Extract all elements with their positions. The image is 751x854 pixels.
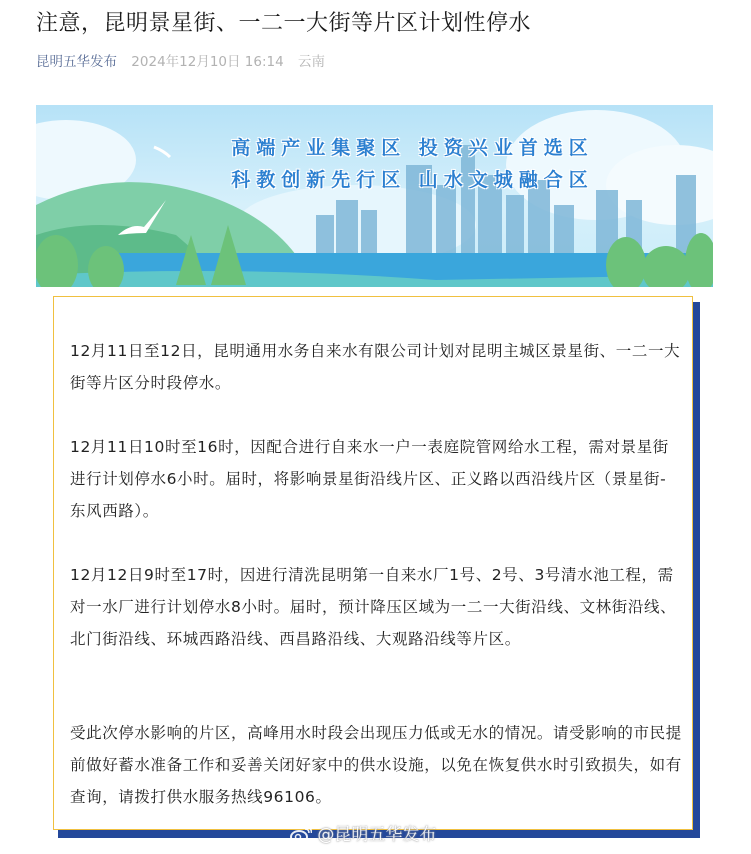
author-link[interactable]: 昆明五华发布 [36,54,117,70]
weibo-icon [290,826,312,844]
notice-paragraph: 12月11日至12日，昆明通用水务自来水有限公司计划对昆明主城区景星街、一二一大街等片区分时段停水。 [70,342,681,392]
watermark-text: @昆明五华发布 [317,825,437,845]
notice-paragraph: 受此次停水影响的片区，高峰用水时段会出现压力低或无水的情况。请受影响的市民提前做好蓄水准备工作和妥善关闭好家中的供水设施，以免在恢复供水时引致损失，如有查询，请拨打供水服务热线96106。 [70,724,682,806]
notice-paragraph: 12月12日9时至17时，因进行清洗昆明第一自来水厂1号、2号、3号清水池工程，需对一水厂进行计划停水8小时。届时，预计降压区域为一二一大街沿线、文林街沿线、北门街沿线、环城西路沿线、西昌路沿线、大观路沿线等片区。 [70,566,677,648]
banner-slogan-line1: 高端产业集聚区 投资兴业首选区 [231,137,594,159]
header-banner-image [36,105,713,287]
article-meta [36,52,325,72]
article-title: 注意，昆明景星街、一二一大街等片区计划性停水 [36,11,532,36]
weibo-watermark [290,820,436,845]
notice-box [53,296,693,830]
publish-time: 2024年12月10日 16:14 [131,54,284,70]
notice-paragraph: 12月11日10时至16时，因配合进行自来水一户一表庭院管网给水工程，需对景星街进行计划停水6小时。届时，将影响景星街沿线片区、正义路以西沿线片区（景星街-东风西路）。 [70,438,669,520]
banner-slogan-line2: 科教创新先行区 山水文城融合区 [231,169,594,191]
publish-location: 云南 [298,54,326,70]
